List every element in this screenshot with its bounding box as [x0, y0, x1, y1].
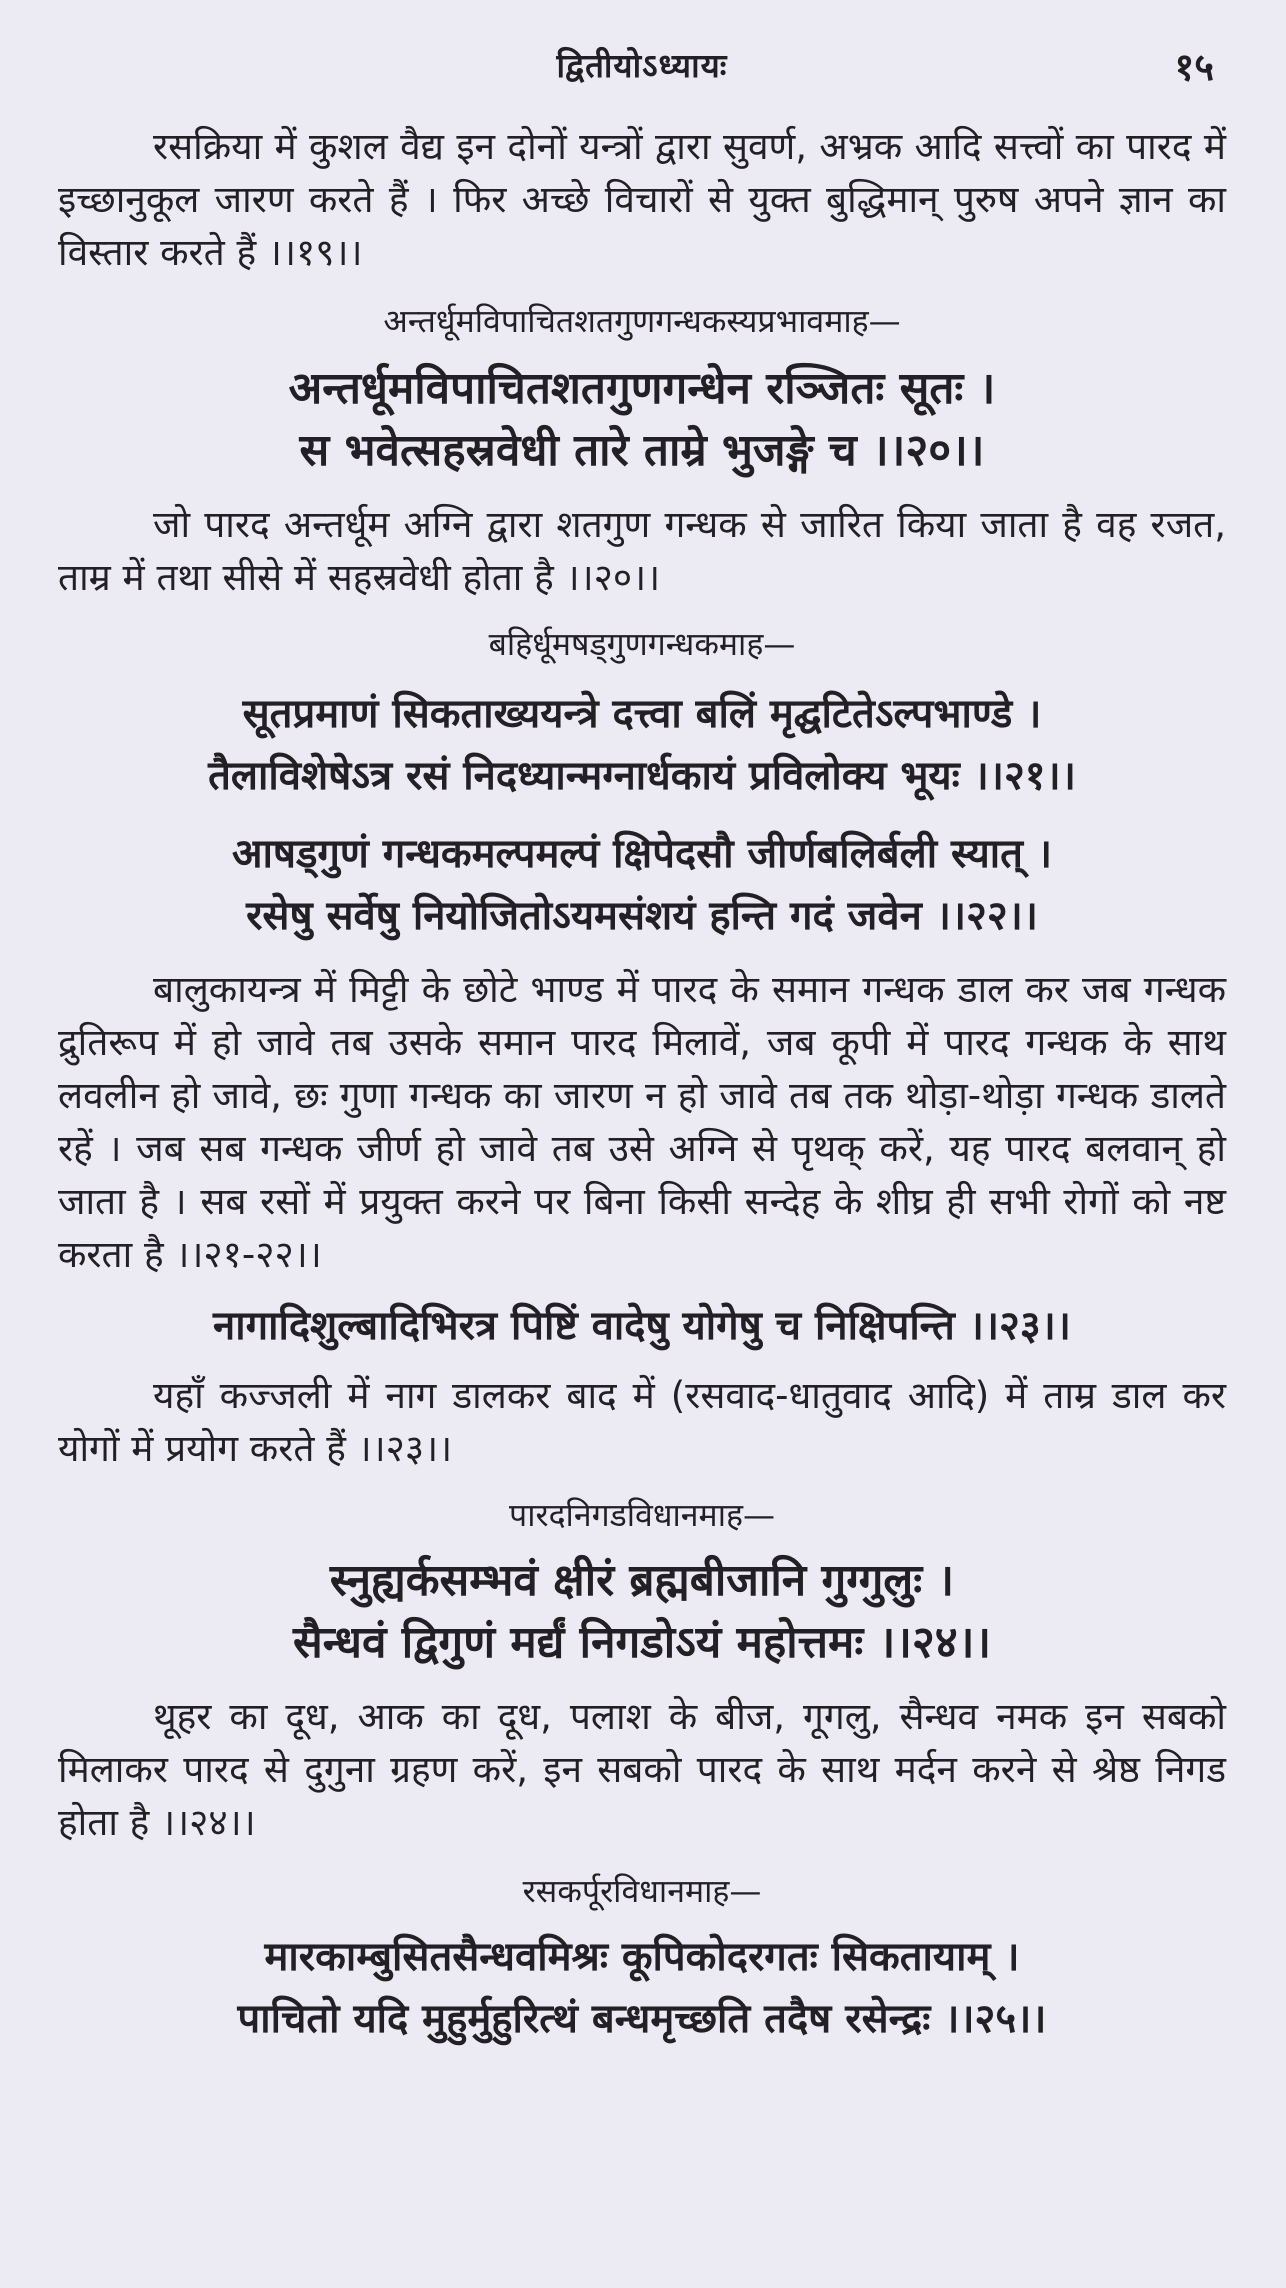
- verse-20-line-2: स भवेत्सहस्रवेधी तारे ताम्रे भुजङ्गे च ।।२०।।: [299, 425, 985, 476]
- commentary-paragraph-23: यहाँ कज्जली में नाग डालकर बाद में (रसवाद-धातुवाद आदि) में ताम्र डाल कर योगों में प्रयोग करते हैं ।।२३।।: [58, 1374, 1226, 1470]
- commentary-paragraph-21-22: बालुकायन्त्र में मिट्टी के छोटे भाण्ड में पारद के समान गन्धक डाल कर जब गन्धक द्रुतिरूप में हो जावे तब उसके समान पारद मिलावें, जब कूपी में पारद गन्धक के साथ लवलीन हो जावे, छः गुणा गन्धक का जारण न हो जावे तब तक थोड़ा-थोड़ा गन्धक डालते रहें । जब सब गन्धक जीर्ण हो जावे तब उसे अग्नि से पृथक् करें, यह पारद बलवान् हो जाता है । सब रसों में प्रयुक्त करने पर बिना किसी सन्देह के शीघ्र ही सभी रोगों को नष्ट करता है ।।२१-२२।।: [58, 968, 1226, 1276]
- verse-25-line-1: मारकाम्बुसितसैन्धवमिश्रः कूपिकोदरगतः सिकतायाम् ।: [264, 1934, 1020, 1980]
- verse-24: [58, 1550, 1226, 1674]
- verse-24-line-1: स्नुह्यर्कसम्भवं क्षीरं ब्रह्मबीजानि गुग्गुलुः ।: [329, 1555, 955, 1606]
- verse-23-line-1: नागादिशुल्बादिभिरत्र पिष्टिं वादेषु योगेषु च निक्षिपन्ति ।।२३।।: [213, 1303, 1071, 1349]
- section-heading-25: रसकर्पूरविधानमाह—: [522, 1872, 762, 1910]
- verse-23: [58, 1295, 1226, 1357]
- commentary-paragraph-20: जो पारद अन्तर्धूम अग्नि द्वारा शतगुण गन्धक से जारित किया जाता है वह रजत, ताम्र में तथा सीसे में सहस्रवेधी होता है ।।२०।।: [58, 503, 1226, 599]
- commentary-paragraph-19: रसक्रिया में कुशल वैद्य इन दोनों यन्त्रों द्वारा सुवर्ण, अभ्रक आदि सत्त्वों का पारद में इच्छानुकूल जारण करते हैं । फिर अच्छे विचारों से युक्त बुद्धिमान् पुरुष अपने ज्ञान का विस्तार करते हैं ।।१९।।: [58, 125, 1226, 274]
- verse-22: [58, 823, 1226, 947]
- verse-21: [58, 683, 1226, 807]
- verse-22-line-1: आषड्गुणं गन्धकमल्पमल्पं क्षिपेदसौ जीर्णबलिर्बली स्यात् ।: [231, 831, 1053, 877]
- running-title: द्वितीयोऽध्यायः: [556, 46, 728, 85]
- verse-20-line-1: अन्तर्धूमविपाचितशतगुणगन्धेन रञ्जितः सूतः ।: [288, 363, 996, 414]
- verse-24-line-2: सैन्धवं द्विगुणं मर्द्यं निगडोऽयं महोत्तमः ।।२४।।: [292, 1617, 992, 1668]
- verse-21-line-2: तैलाविशेषेऽत्र रसं निदध्यान्मग्नार्धकायं प्रविलोक्य भूयः ।।२१।।: [208, 753, 1076, 799]
- section-heading-20: अन्तर्धूमविपाचितशतगुणगन्धकस्यप्रभावमाह—: [383, 302, 901, 340]
- page-number: १५: [1174, 45, 1214, 89]
- verse-25: [58, 1926, 1226, 2050]
- verse-21-line-1: सूतप्रमाणं सिकताख्ययन्त्रे दत्त्वा बलिं मृद्घटितेऽल्पभाण्डे ।: [242, 691, 1042, 737]
- commentary-paragraph-24: थूहर का दूध, आक का दूध, पलाश के बीज, गूगलु, सैन्धव नमक इन सबको मिलाकर पारद से दुगुना ग्रहण करें, इन सबको पारद के साथ मर्दन करने से श्रेष्ठ निगड होता है ।।२४।।: [58, 1695, 1226, 1844]
- verse-25-line-2: पाचितो यदि मुहुर्मुहुरित्थं बन्धमृच्छति तदैष रसेन्द्रः ।।२५।।: [237, 1996, 1047, 2042]
- section-heading-24: पारदनिगडविधानमाह—: [509, 1496, 775, 1534]
- page-header: [58, 0, 1226, 110]
- verse-22-line-2: रसेषु सर्वेषु नियोजितोऽयमसंशयं हन्ति गदं जवेन ।।२२।।: [246, 893, 1038, 939]
- verse-20: [58, 358, 1226, 482]
- section-heading-21: बहिर्धूमषड्गुणगन्धकमाह—: [488, 625, 796, 663]
